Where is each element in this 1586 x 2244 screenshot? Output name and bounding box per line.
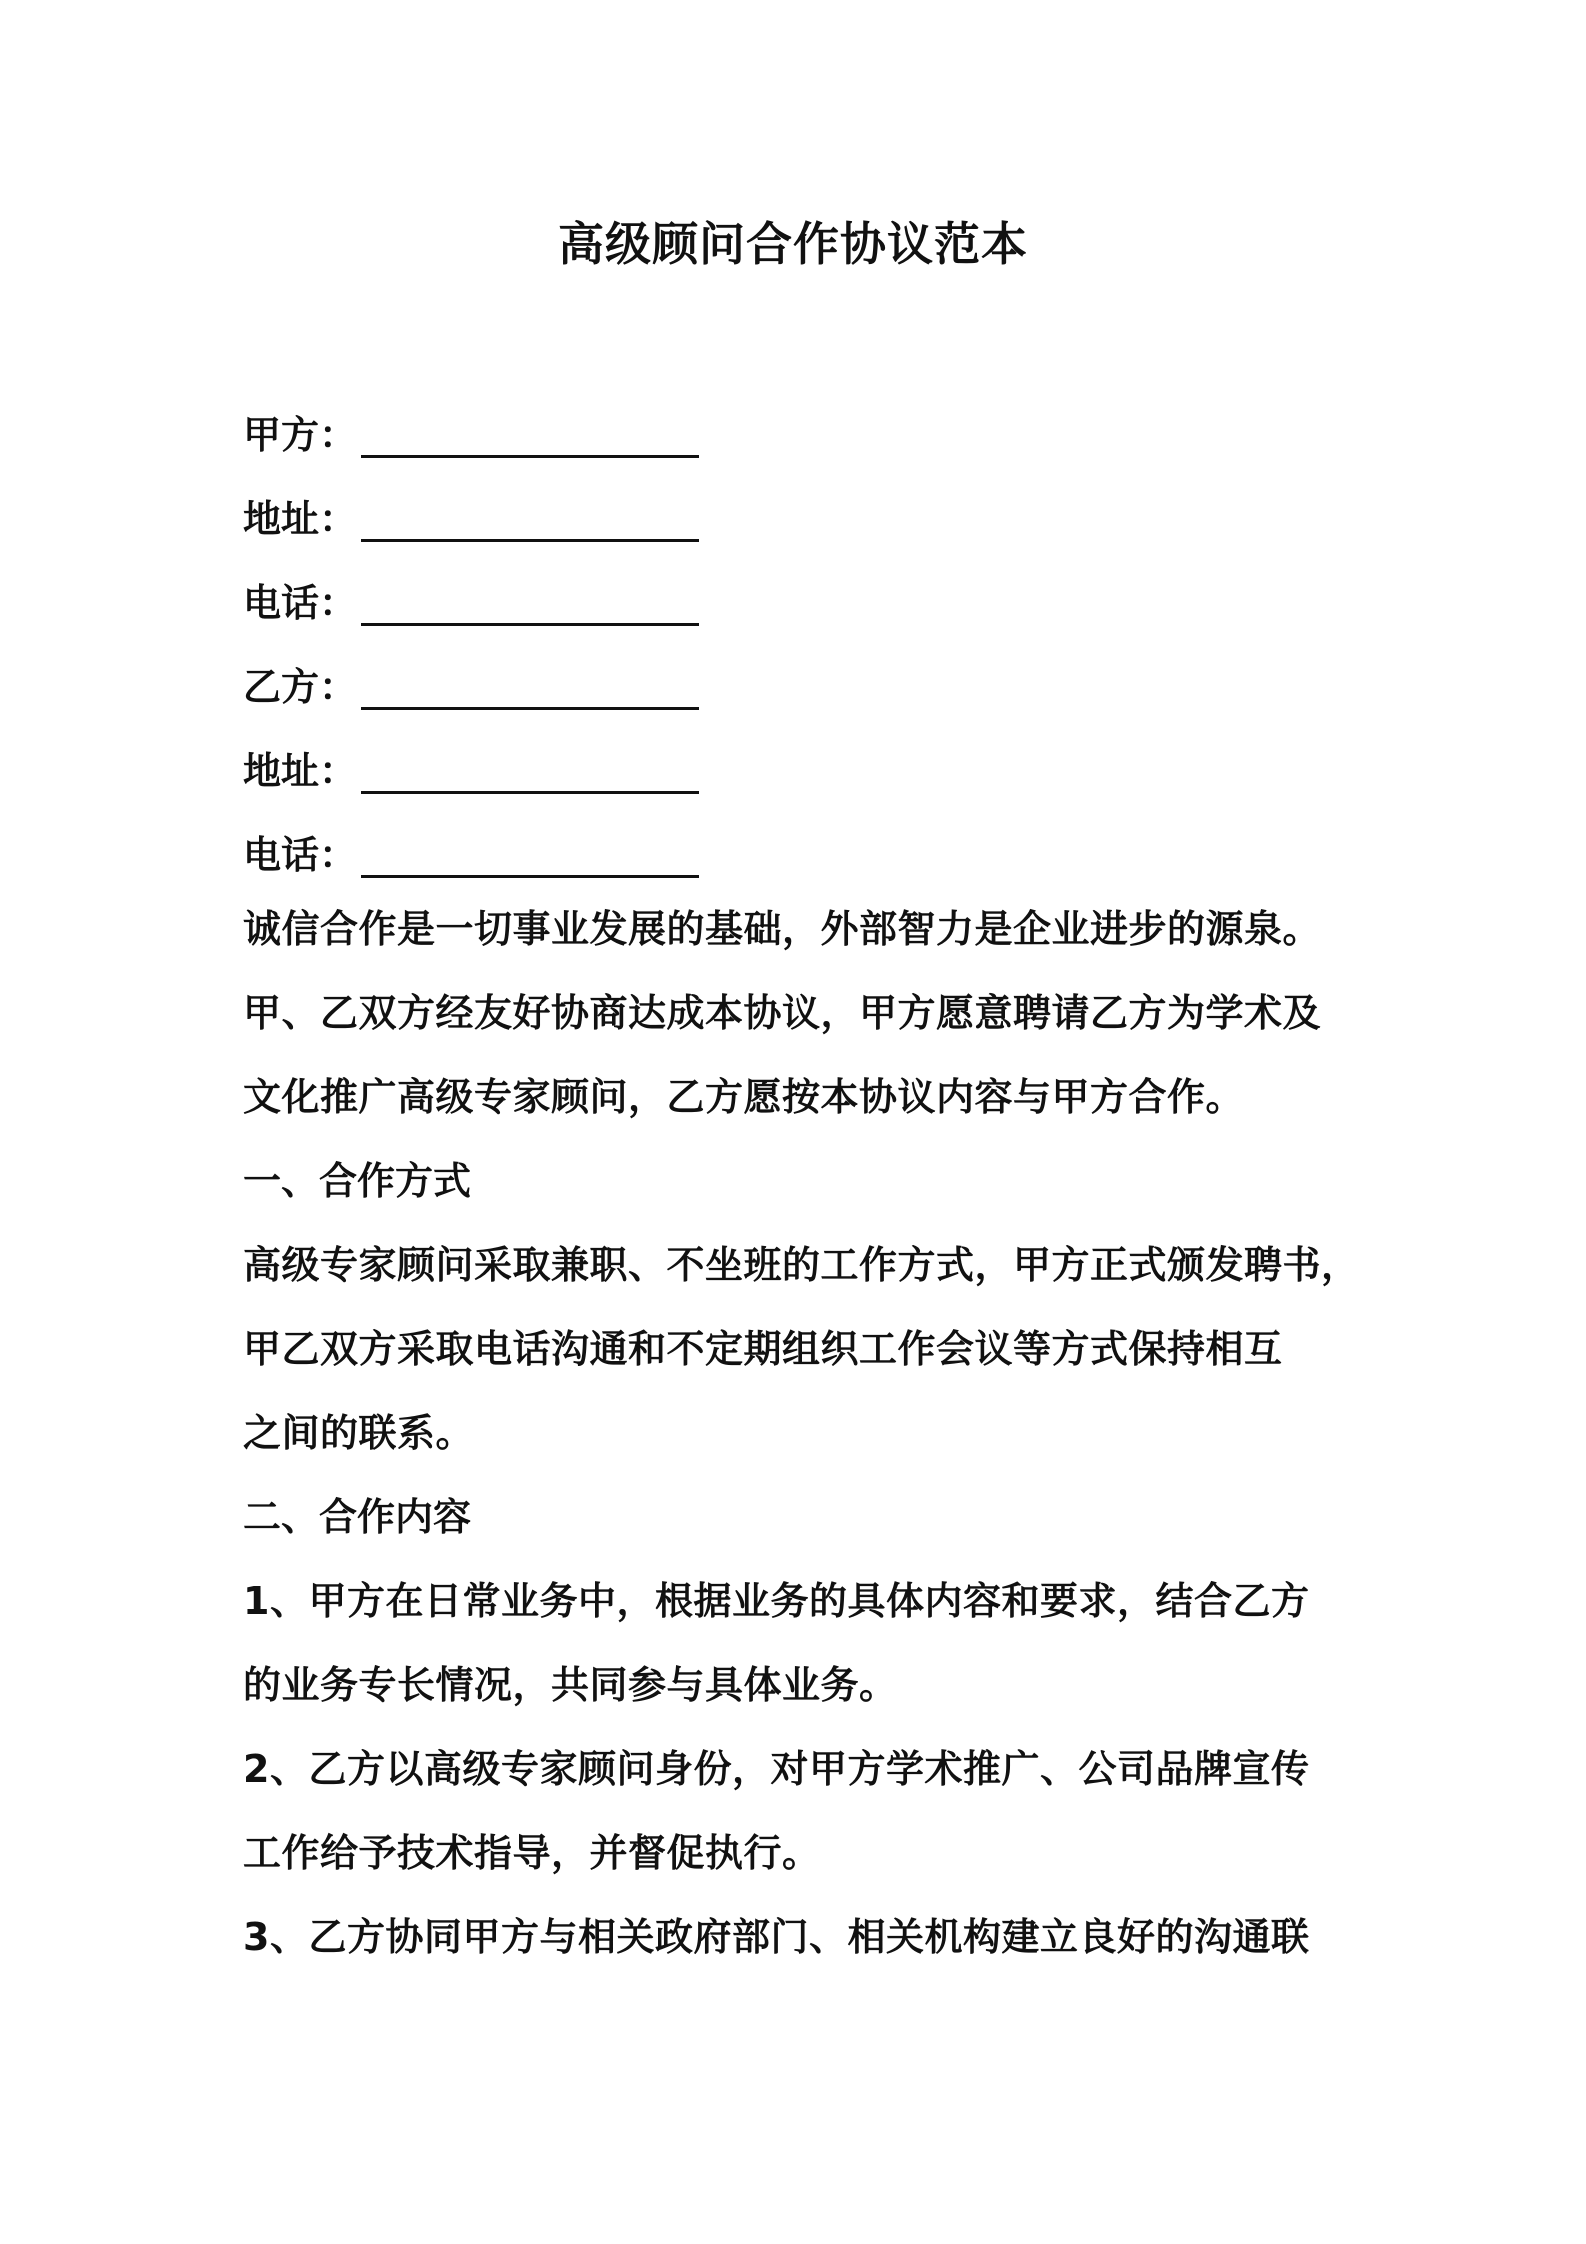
- party-b-label: 乙方：: [243, 665, 358, 709]
- document-body: [243, 405, 1363, 1979]
- section-line: 高级专家顾问采取兼职、不坐班的工作方式，甲方正式颁发聘书，: [243, 1243, 1360, 1287]
- section-heading-cooperation-method: 一、合作方式: [243, 1159, 472, 1203]
- party-b-phone-label: 电话：: [243, 833, 358, 877]
- party-b-blank[interactable]: [361, 667, 699, 710]
- party-b-address-label: 地址：: [243, 749, 358, 793]
- party-b-address-blank[interactable]: [361, 751, 699, 794]
- section-line: 的业务专长情况，共同参与具体业务。: [243, 1663, 898, 1707]
- party-a-address-blank[interactable]: [361, 499, 699, 542]
- section-line: 3、乙方协同甲方与相关政府部门、相关机构建立良好的沟通联: [243, 1915, 1310, 1959]
- party-a-phone-blank[interactable]: [361, 583, 699, 626]
- section-line: 1、甲方在日常业务中，根据业务的具体内容和要求，结合乙方: [243, 1579, 1310, 1623]
- party-a-line: [243, 405, 1363, 489]
- section-heading-cooperation-content: 二、合作内容: [243, 1495, 472, 1539]
- body-line: 文化推广高级专家顾问，乙方愿按本协议内容与甲方合作。: [243, 1075, 1245, 1119]
- section-line: 2、乙方以高级专家顾问身份，对甲方学术推广、公司品牌宣传: [243, 1747, 1310, 1791]
- body-line: 诚信合作是一切事业发展的基础，外部智力是企业进步的源泉。: [243, 907, 1322, 951]
- party-a-phone-line: [243, 573, 1363, 657]
- section-line: 之间的联系。: [243, 1411, 475, 1455]
- party-b-line: [243, 657, 1363, 741]
- body-line: 甲、乙双方经友好协商达成本协议，甲方愿意聘请乙方为学术及: [243, 991, 1322, 1035]
- party-a-label: 甲方：: [243, 413, 358, 457]
- party-b-phone-line: [243, 825, 1363, 887]
- document-title: 高级顾问合作协议范本: [558, 217, 1028, 271]
- party-a-address-line: [243, 489, 1363, 573]
- party-a-address-label: 地址：: [243, 497, 358, 541]
- section-line: 工作给予技术指导，并督促执行。: [243, 1831, 821, 1875]
- party-a-blank[interactable]: [361, 415, 699, 458]
- party-b-phone-blank[interactable]: [361, 835, 699, 878]
- party-a-phone-label: 电话：: [243, 581, 358, 625]
- party-b-address-line: [243, 741, 1363, 825]
- section-line: 甲乙双方采取电话沟通和不定期组织工作会议等方式保持相互: [243, 1327, 1283, 1371]
